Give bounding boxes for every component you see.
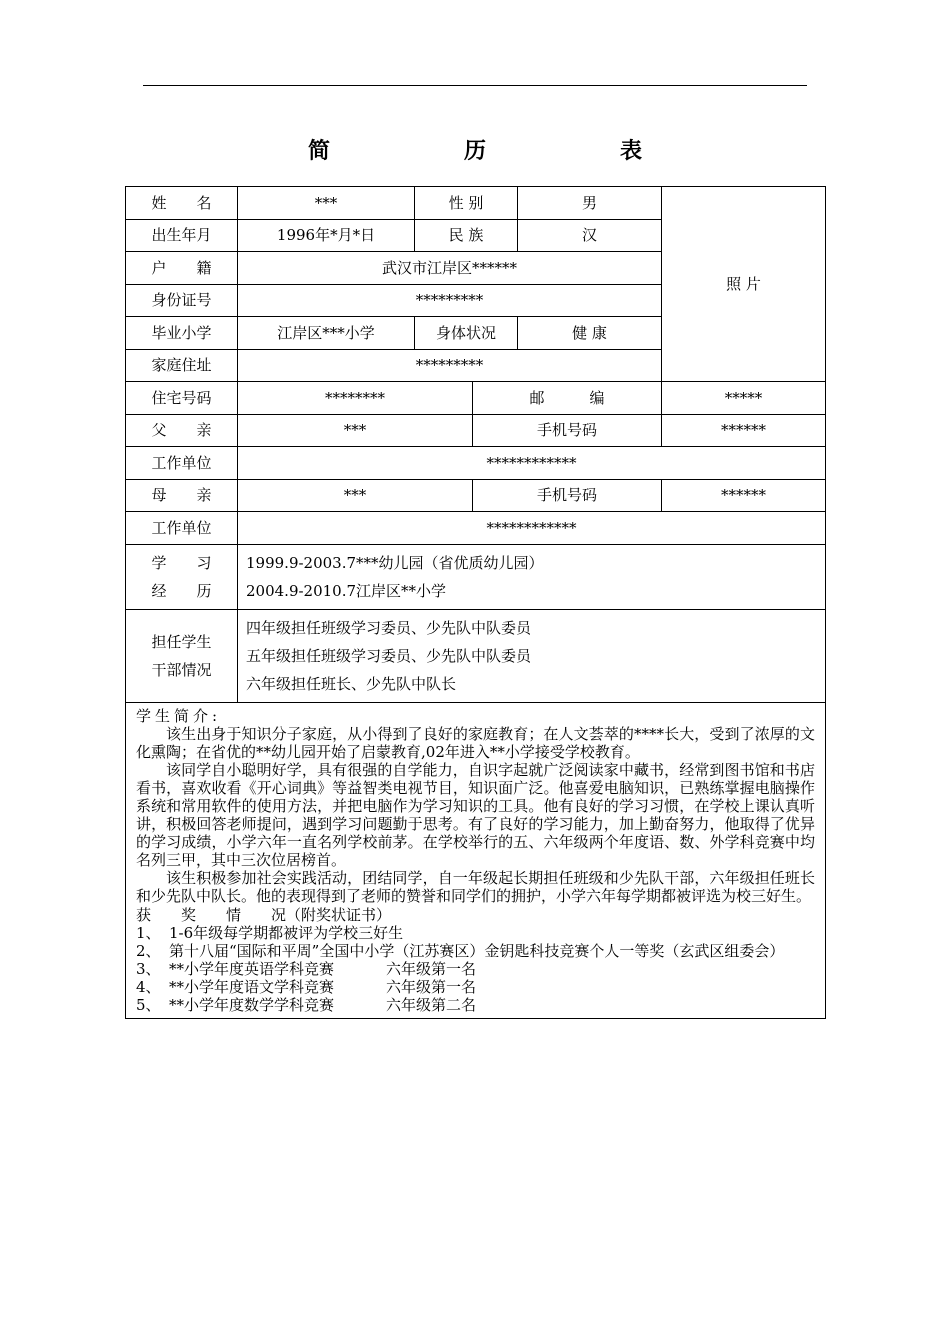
hukou-value: 武汉市江岸区****** <box>238 252 662 285</box>
birth-value: 1996年*月*日 <box>238 219 415 252</box>
name-value: *** <box>238 187 415 220</box>
home-phone-value: ******** <box>238 382 473 415</box>
intro-paragraph: 该同学自小聪明好学，具有很强的自学能力，自识字起就广泛阅读家中藏书，经常到图书馆和书店看书，喜欢收看《开心词典》等益智类电视节目，知识面广泛。他喜爱电脑知识，已熟练掌握电脑操作系统和常用软件的使用方法，并把电脑作为学习知识的工具。他有良好的学习习惯，在学校上课认真听讲，积极回答老师提问，遇到学习问题勤于思考。有了良好的学习能力，加上勤奋努力，他取得了优异的学习成绩，小学六年一直名列学校前茅。在学校举行的五、六年级两个年度语、数、外学科竞赛中均名列三甲，其中三次位居榜首。 <box>136 760 815 869</box>
award-item: 4、 **小学年度语文学科竞赛 六年级第一名 <box>136 977 477 996</box>
mother-work-value: ************ <box>238 512 826 545</box>
mother-mobile-label: 手机号码 <box>473 479 662 512</box>
intro-paragraph: 该生积极参加社会实践活动，团结同学，自一年级起长期担任班级和少先队干部，六年级担任班长和少先队中队长。他的表现得到了老师的赞誉和同学们的拥护，小学六年每学期都被评选为校三好生。 <box>136 868 815 905</box>
study-history-label: 学 习 经 历 <box>126 544 238 609</box>
intro-section <box>126 702 826 1018</box>
ethnicity-value: 汉 <box>518 219 662 252</box>
cadre-list <box>238 609 826 702</box>
mother-mobile-value: ****** <box>662 479 826 512</box>
home-phone-label: 住宅号码 <box>126 382 238 415</box>
health-value: 健 康 <box>518 317 662 350</box>
postcode-label: 邮 编 <box>473 382 662 415</box>
address-value: ********* <box>238 349 662 382</box>
father-label: 父 亲 <box>126 414 238 447</box>
father-mobile-label: 手机号码 <box>473 414 662 447</box>
photo-cell: 照 片 <box>662 187 826 382</box>
address-label: 家庭住址 <box>126 349 238 382</box>
gender-value: 男 <box>518 187 662 220</box>
intro-paragraph: 该生出身于知识分子家庭，从小得到了良好的家庭教育；在人文荟萃的****长大，受到了浓厚的文化熏陶；在省优的**幼儿园开始了启蒙教育,02年进入**小学接受学校教育。 <box>136 724 815 761</box>
cadre-label: 担任学生 干部情况 <box>126 609 238 702</box>
postcode-value: ***** <box>662 382 826 415</box>
ethnicity-label: 民 族 <box>415 219 518 252</box>
health-label: 身体状况 <box>415 317 518 350</box>
list-item: 六年级担任班长、少先队中队长 <box>246 674 457 693</box>
page-title: 简 历 表 <box>307 138 672 164</box>
awards-heading: 获 奖 情 况（附奖状证书） <box>136 905 392 924</box>
award-item: 5、 **小学年度数学学科竞赛 六年级第二名 <box>136 995 477 1014</box>
award-rank: 六年级第一名 <box>386 959 477 978</box>
name-label: 姓 名 <box>126 187 238 220</box>
id-label: 身份证号 <box>126 284 238 317</box>
resume-form <box>125 186 826 1019</box>
list-item: 2004.9-2010.7江岸区**小学 <box>246 581 447 600</box>
header-rule <box>143 85 807 86</box>
father-work-label: 工作单位 <box>126 447 238 480</box>
award-item: 3、 **小学年度英语学科竞赛 六年级第一名 <box>136 959 477 978</box>
school-label: 毕业小学 <box>126 317 238 350</box>
list-item: 四年级担任班级学习委员、少先队中队委员 <box>246 618 532 637</box>
study-history-list <box>238 544 826 609</box>
award-item: 1、 1-6年级每学期都被评为学校三好生 <box>136 923 404 942</box>
mother-value: *** <box>238 479 473 512</box>
mother-work-label: 工作单位 <box>126 512 238 545</box>
mother-label: 母 亲 <box>126 479 238 512</box>
award-rank: 六年级第二名 <box>386 995 477 1014</box>
intro-label: 学生简介: <box>136 706 222 725</box>
father-work-value: ************ <box>238 447 826 480</box>
hukou-label: 户 籍 <box>126 252 238 285</box>
birth-label: 出生年月 <box>126 219 238 252</box>
list-item: 五年级担任班级学习委员、少先队中队委员 <box>246 646 532 665</box>
father-value: *** <box>238 414 473 447</box>
school-value: 江岸区***小学 <box>238 317 415 350</box>
list-item: 1999.9-2003.7***幼儿园（省优质幼儿园） <box>246 553 544 572</box>
id-value: ********* <box>238 284 662 317</box>
award-rank: 六年级第一名 <box>386 977 477 996</box>
gender-label: 性 别 <box>415 187 518 220</box>
father-mobile-value: ****** <box>662 414 826 447</box>
award-item: 2、 第十八届“国际和平周”全国中小学（江苏赛区）金钥匙科技竞赛个人一等奖（玄武区组委会） <box>136 941 785 960</box>
